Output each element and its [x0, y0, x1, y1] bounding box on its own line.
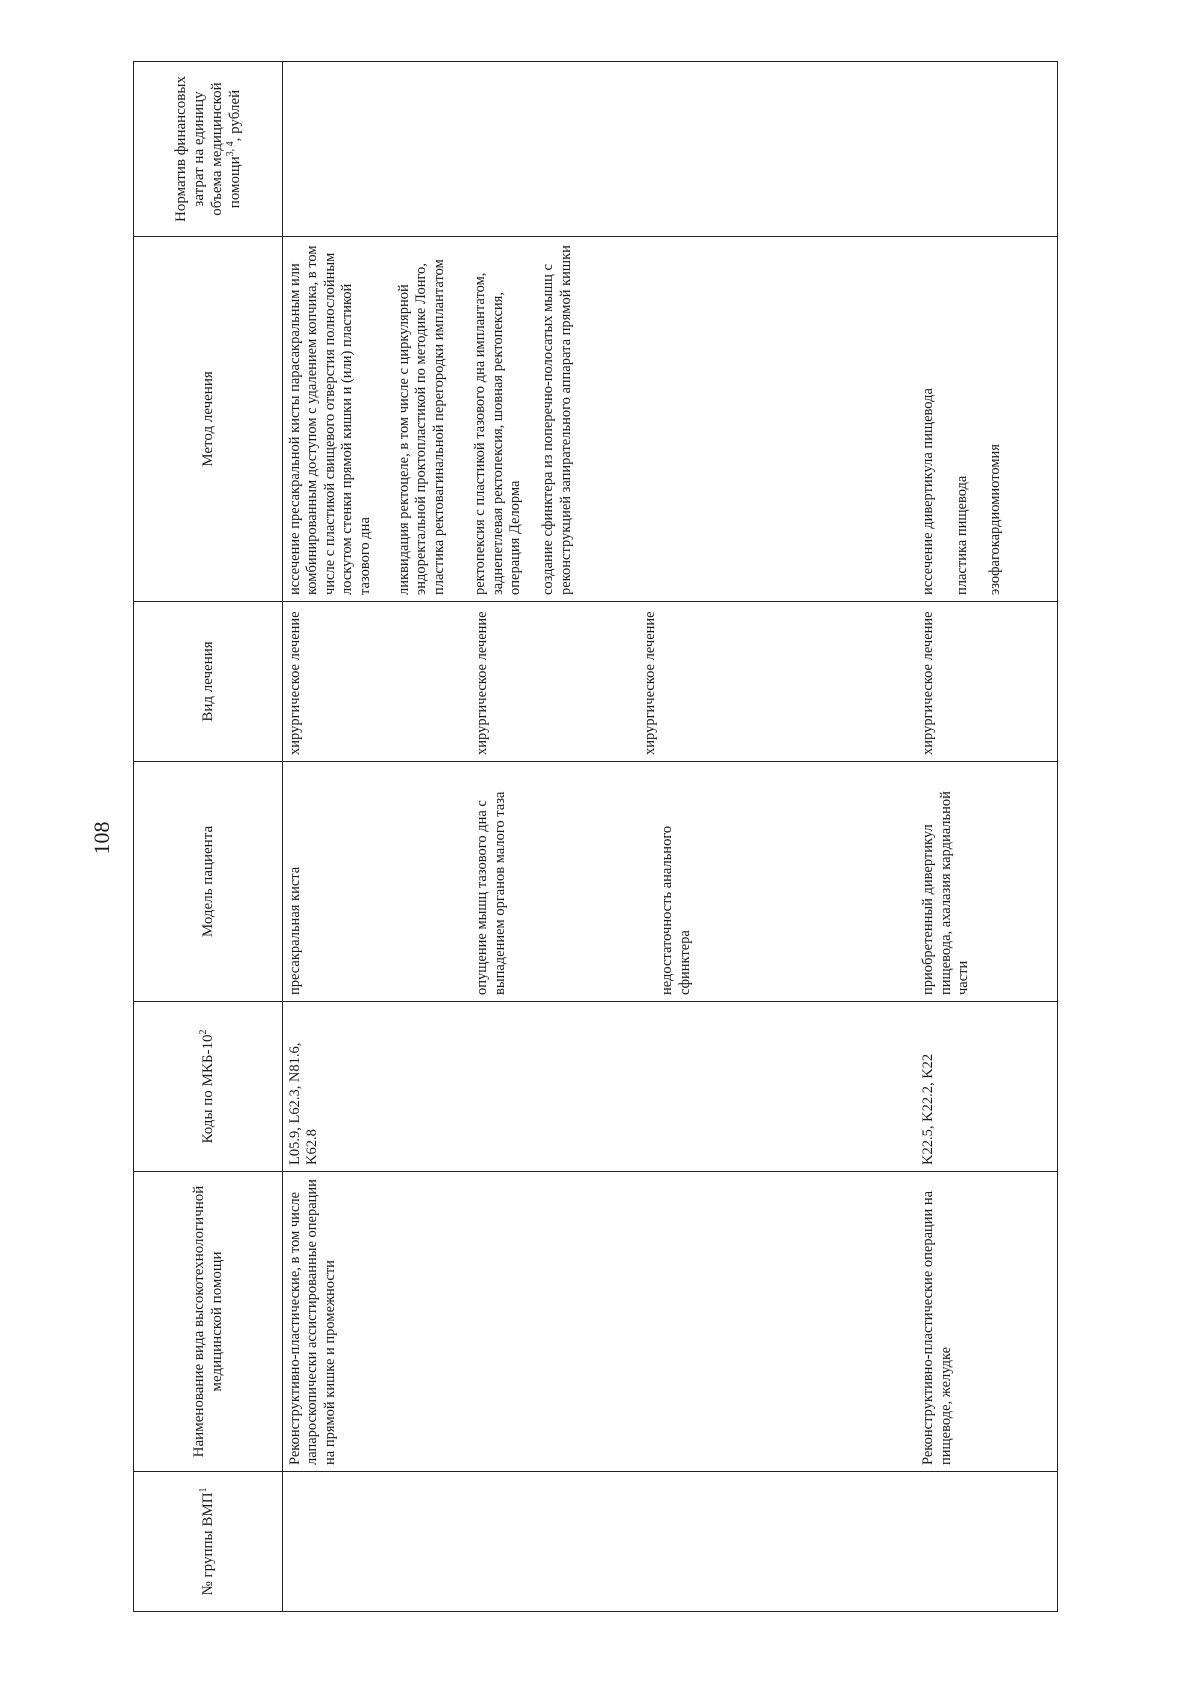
header-model: Модель пациента	[134, 762, 283, 1002]
header-norm-tail: , рублей	[227, 89, 243, 142]
header-norm-text: Норматив финансовых затрат на единицу объема медицинской помощи	[173, 76, 243, 222]
cell-method	[916, 237, 1057, 602]
header-group-no	[134, 1472, 283, 1612]
treatment-type-item: хирургическое лечение	[287, 611, 303, 755]
method-item: эзофагокардиомиотомия	[986, 444, 1003, 595]
header-method: Метод лечения	[134, 237, 283, 602]
cell-method	[283, 237, 917, 602]
rotated-table-wrapper	[133, 62, 1058, 1612]
header-group-no-text: № группы ВМП	[200, 1492, 216, 1596]
cell-name: Реконструктивно-пластические, в том числе лапароскопически ассистированные операции на прямой кишке и промежности	[283, 1172, 917, 1472]
cell-treatment-type	[916, 602, 1057, 762]
method-item: пластика пищевода	[953, 475, 970, 595]
header-norm	[134, 62, 283, 237]
footnote-mark: 1	[198, 1487, 209, 1493]
method-item: иссечение дивертикула пищевода	[920, 388, 937, 595]
cell-codes: L05.9, L62.3, N81.6, K62.8	[283, 1002, 917, 1172]
header-name: Наименование вида высокотехнологичной медицинской помощи	[134, 1172, 283, 1472]
model-item: опущение мышц тазового дна с выпадением органов малого таза	[474, 791, 508, 995]
treatment-type-item: хирургическое лечение	[474, 611, 491, 755]
method-item: иссечение пресакральной кисты парасакральным или комбинированным доступом с удалением копчика, в том числе с пластикой свищевого отверстия полнослойным лоскутом стенки прямой кишки и (или) пластикой тазового дна	[287, 245, 373, 595]
model-item: приобретенный дивертикул пищевода, ахалазия кардиальной части	[920, 791, 971, 995]
footnote-mark: 2	[198, 1029, 209, 1035]
table-row	[283, 62, 917, 1612]
header-row	[134, 62, 283, 1612]
model-item: пресакральная киста	[287, 866, 303, 995]
cell-codes: K22.5, K22.2, K22	[916, 1002, 1057, 1172]
header-codes-text: Коды по МКБ-10	[200, 1034, 216, 1144]
cell-treatment-type	[283, 602, 917, 762]
model-item: недостаточность анального сфинктера	[659, 825, 693, 995]
header-codes	[134, 1002, 283, 1172]
method-item: ликвидация ректоцеле, в том числе с циркулярной эндоректальной проктопластикой по методике Лонго, пластика ректовагинальной перегородки имплантатом	[395, 259, 447, 595]
cell-name: Реконструктивно-пластические операции на пищеводе, желудке	[916, 1172, 1057, 1472]
cell-model	[283, 762, 917, 1002]
method-item: ректопексия с пластикой тазового дна имплантатом, заднепетлевая ректопексия, шовная ректопексия, операция Делорма	[472, 272, 523, 595]
table-row	[916, 62, 1057, 1612]
cell-group-no	[283, 1472, 917, 1612]
cell-norm	[283, 62, 917, 237]
vmp-table	[133, 61, 1058, 1612]
cell-norm	[916, 62, 1057, 237]
method-item: создание сфинктера из поперечно-полосатых мышц с реконструкцией запирательного аппарата прямой кишки	[540, 245, 574, 595]
treatment-type-item: хирургическое лечение	[920, 611, 937, 755]
treatment-type-item: хирургическое лечение	[641, 611, 658, 755]
header-treatment-type: Вид лечения	[134, 602, 283, 762]
cell-group-no	[916, 1472, 1057, 1612]
cell-model	[916, 762, 1057, 1002]
footnote-mark: 3, 4	[225, 141, 236, 157]
page-number: 108	[89, 821, 114, 855]
